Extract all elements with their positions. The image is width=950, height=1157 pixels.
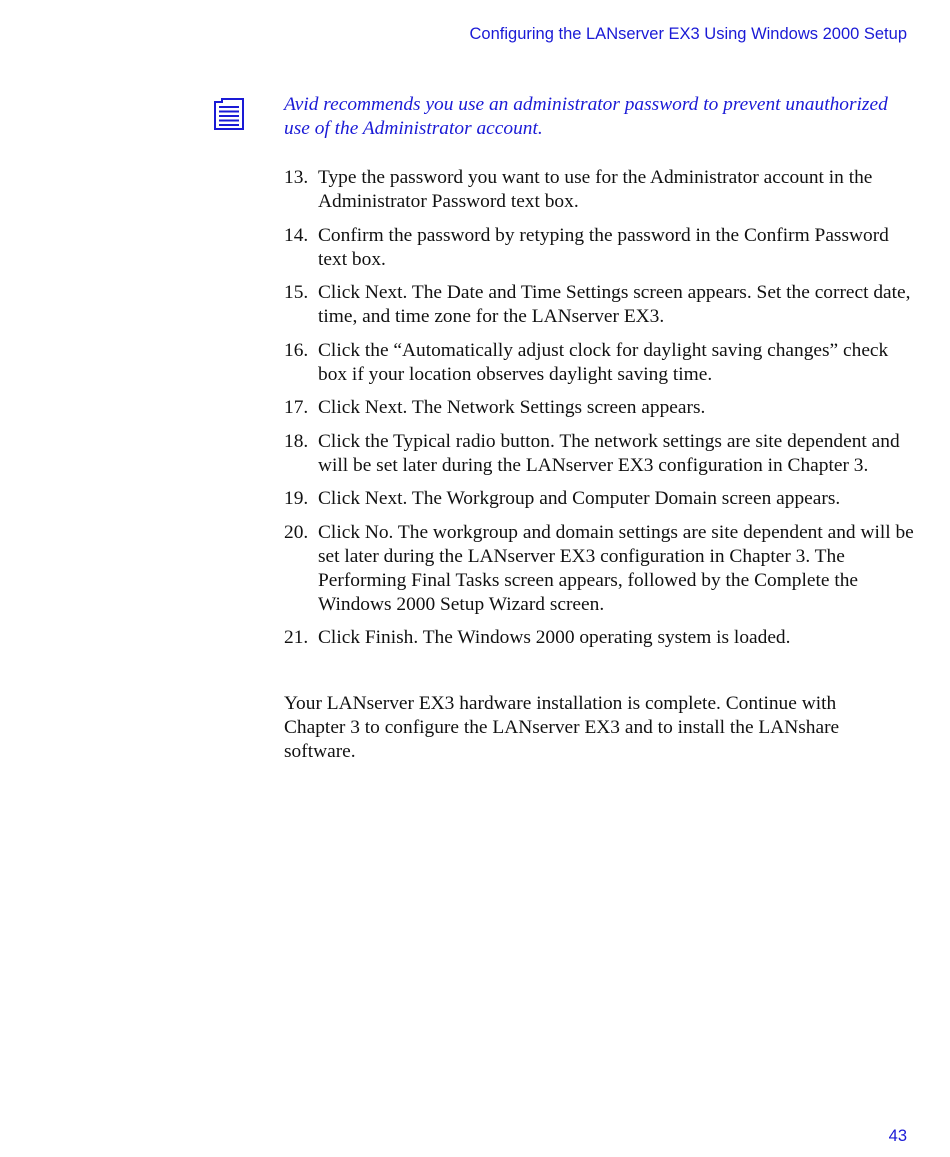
step-text: Click Finish. The Windows 2000 operating system is loaded. [318,627,791,648]
procedure-steps [284,166,914,660]
page-number: 43 [888,1127,907,1145]
closing-paragraph: Your LANserver EX3 hardware installation is complete. Continue with Chapter 3 to configure the LANserver EX3 and to install the LANshare software. [284,693,840,762]
step-text: Click Next. The Date and Time Settings screen appears. Set the correct date, time, and time zone for the LANserver EX3. [318,282,911,327]
note-text: Avid recommends you use an administrator password to prevent unauthorized use of the Administrator account. [284,94,888,139]
step-number: 13. [284,167,309,188]
step-item [284,396,914,420]
step-item [284,626,914,650]
step-item [284,430,914,478]
step-text: Click Next. The Network Settings screen appears. [318,397,706,418]
step-text: Click Next. The Workgroup and Computer Domain screen appears. [318,488,841,509]
note-icon [212,97,246,131]
step-text: Confirm the password by retyping the password in the Confirm Password text box. [318,224,889,270]
step-number: 14. [284,224,309,246]
running-header: Configuring the LANserver EX3 Using Windows 2000 Setup [469,25,907,43]
step-item [284,339,914,387]
step-item [284,224,914,272]
step-number: 21. [284,627,309,648]
step-text: Type the password you want to use for the Administrator account in the Administrator Password text box. [318,167,873,212]
step-number: 18. [284,430,309,452]
step-number: 16. [284,339,309,361]
step-number: 17. [284,397,309,418]
step-text: Click No. The workgroup and domain settings are site dependent and will be set later during the LANserver EX3 configuration in Chapter 3. The Performing Final Tasks screen appears, followed by the Complete the Windows 2000 Setup Wizard screen. [318,521,914,615]
step-item [284,281,914,329]
step-number: 20. [284,521,309,543]
step-text: Click the “Automatically adjust clock for daylight saving changes” check box if your location observes daylight saving time. [318,339,889,385]
step-number: 19. [284,488,309,509]
step-text: Click the Typical radio button. The network settings are site dependent and will be set later during the LANserver EX3 configuration in Chapter 3. [318,430,900,476]
step-item [284,521,914,617]
step-number: 15. [284,282,309,303]
step-item [284,166,914,214]
step-item [284,487,914,511]
